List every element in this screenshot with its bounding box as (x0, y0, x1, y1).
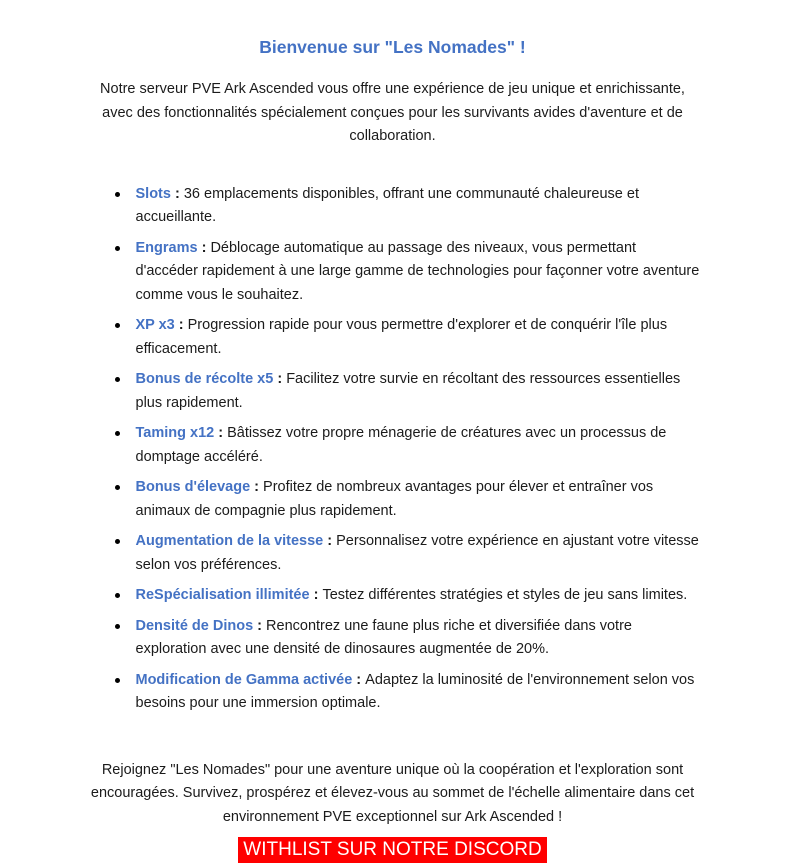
features-list (86, 183, 700, 716)
feature-separator: : (273, 371, 287, 387)
feature-separator: : (197, 239, 211, 256)
feature-item (136, 314, 700, 361)
feature-item (136, 422, 700, 469)
feature-text: Progression rapide pour vous permettre d'explorer et de conquérir l'île plus efficacement. (135, 317, 668, 357)
feature-separator: : (174, 317, 188, 333)
page-title: Bienvenue sur "Les Nomades" ! (259, 37, 526, 57)
feature-label: Bonus d'élevage (135, 479, 251, 495)
feature-label: XP x3 (135, 317, 175, 333)
feature-item (136, 669, 700, 716)
feature-item (136, 615, 700, 662)
feature-item (136, 183, 700, 230)
intro-paragraph: Notre serveur PVE Ark Ascended vous offre une expérience de jeu unique et enrichissante, avec des fonctionnalités spécialement conçues pour les survivants avides d'aventure et de collaboration. (100, 81, 685, 144)
feature-separator: : (352, 671, 366, 688)
feature-text: Profitez de nombreux avantages pour élever et entraîner vos animaux de compagnie plus rapidement. (135, 479, 654, 519)
feature-label: ReSpécialisation illimitée (135, 587, 310, 603)
feature-separator: : (250, 479, 264, 495)
feature-text: Facilitez votre survie en récoltant des ressources essentielles plus rapidement. (135, 371, 681, 411)
feature-item (136, 584, 700, 608)
feature-text: Testez différentes stratégies et styles de jeu sans limites. (322, 587, 688, 603)
feature-label: Engrams (135, 239, 198, 256)
feature-text: Personnalisez votre expérience en ajustant votre vitesse selon vos préférences. (135, 533, 699, 573)
feature-label: Bonus de récolte x5 (135, 371, 274, 387)
feature-label: Densité de Dinos (135, 617, 254, 634)
feature-item (136, 237, 700, 308)
feature-label: Augmentation de la vitesse (135, 533, 324, 549)
feature-item (136, 476, 700, 523)
feature-separator: : (170, 185, 184, 202)
feature-item (136, 530, 700, 577)
feature-text: Adaptez la luminosité de l'environnement selon vos besoins pour une immersion optimale. (135, 671, 695, 711)
feature-item (136, 368, 700, 415)
discord-whitelist-cta[interactable]: WITHLIST SUR NOTRE DISCORD (238, 837, 546, 863)
feature-label: Taming x12 (135, 425, 215, 441)
feature-text: 36 emplacements disponibles, offrant une communauté chaleureuse et accueillante. (135, 185, 639, 225)
cta-row (86, 837, 700, 863)
feature-separator: : (309, 587, 323, 603)
outro-paragraph: Rejoignez "Les Nomades" pour une aventure unique où la coopération et l'exploration sont encouragées. Survivez, prospérez et élevez-vous au sommet de l'échelle alimentaire dans cet environnement PVE exceptionnel sur Ark Ascended ! (90, 761, 695, 825)
feature-text: Bâtissez votre propre ménagerie de créatures avec un processus de domptage accéléré. (135, 425, 667, 465)
feature-separator: : (253, 617, 267, 634)
feature-text: Rencontrez une faune plus riche et diversifiée dans votre exploration avec une densité de dinosaures augmentée de 20%. (135, 617, 632, 657)
feature-label: Slots (135, 185, 171, 202)
feature-separator: : (323, 533, 337, 549)
document-page (86, 0, 700, 863)
feature-separator: : (214, 425, 228, 441)
feature-label: Modification de Gamma activée (135, 671, 353, 688)
feature-text: Déblocage automatique au passage des niveaux, vous permettant d'accéder rapidement à une large gamme de technologies pour façonner votre aventure comme vous le souhaitez. (135, 239, 700, 303)
